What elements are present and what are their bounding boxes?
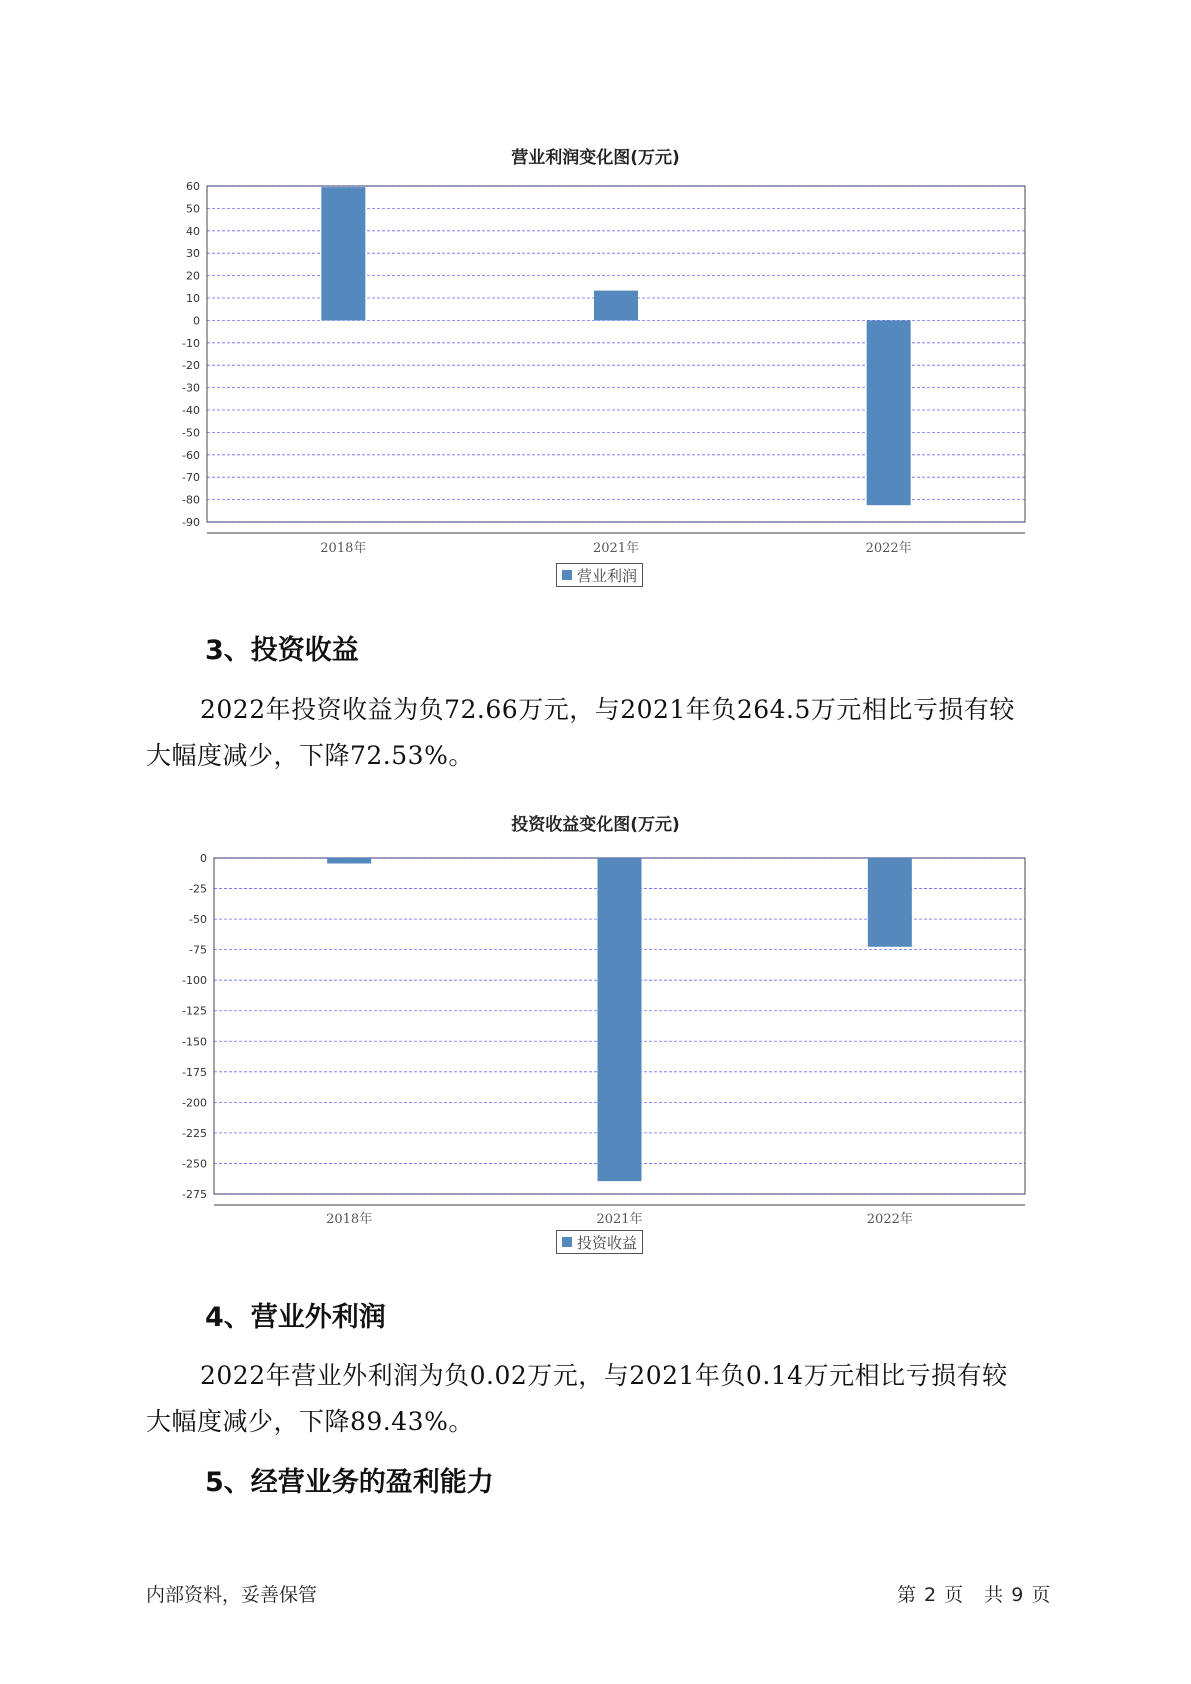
y-tick-label: -225 (182, 1126, 207, 1140)
y-tick-label: -50 (189, 913, 207, 927)
paragraph-line: 2022年营业外利润为负0.02万元，与2021年负0.14万元相比亏损有较 (200, 1361, 1008, 1390)
y-tick-label: -20 (182, 359, 200, 373)
chart2-title: 投资收益变化图(万元) (511, 815, 680, 835)
paragraph-line: 大幅度减少，下降89.43%。 (146, 1407, 474, 1436)
y-tick-label: 0 (193, 314, 200, 328)
y-tick-label: -275 (182, 1188, 207, 1201)
y-tick-label: -250 (182, 1157, 207, 1171)
y-tick-label: -200 (182, 1096, 207, 1110)
x-category-label: 2022年 (866, 1212, 913, 1227)
y-tick-label: 60 (186, 180, 200, 193)
chart2-legend-label: 投资收益 (577, 1233, 638, 1252)
paragraph-line: 大幅度减少，下降72.53%。 (146, 741, 474, 770)
section-paragraph-non-operating (146, 1353, 1046, 1445)
y-tick-label: -40 (182, 404, 200, 417)
x-category-label: 2021年 (592, 541, 640, 556)
bar-2018年 (327, 858, 371, 863)
footer-confidential-note: 内部资料，妥善保管 (146, 1584, 318, 1606)
paragraph-line: 2022年投资收益为负72.66万元，与2021年负264.5万元相比亏损有较 (200, 695, 1015, 724)
chart2-legend (556, 1230, 643, 1254)
x-category-label: 2018年 (320, 541, 367, 556)
y-tick-label: -90 (182, 516, 200, 529)
y-tick-label: -80 (182, 493, 200, 507)
bar-2022年 (868, 858, 912, 947)
chart1-title: 营业利润变化图(万元) (511, 148, 680, 168)
x-category-label: 2021年 (596, 1212, 643, 1227)
bar-2021年 (598, 858, 642, 1181)
y-tick-label: -70 (182, 471, 200, 485)
y-tick-label: -75 (189, 943, 207, 957)
legend-swatch-icon (562, 1237, 572, 1247)
section-heading-non-operating: 4、营业外利润 (205, 1302, 386, 1333)
y-tick-label: -100 (182, 974, 207, 988)
section-heading-investment: 3、投资收益 (205, 635, 359, 666)
y-tick-label: -25 (189, 882, 207, 896)
y-tick-label: -60 (182, 448, 200, 462)
y-tick-label: 20 (186, 269, 200, 283)
y-tick-label: 30 (186, 247, 200, 261)
y-tick-label: -125 (182, 1004, 207, 1018)
y-tick-label: -10 (182, 336, 200, 350)
y-tick-label: -30 (182, 381, 200, 395)
y-tick-label: 0 (200, 852, 207, 865)
y-tick-label: -175 (182, 1065, 207, 1079)
y-tick-label: -150 (182, 1035, 207, 1049)
chart1-legend-label: 营业利润 (577, 566, 638, 585)
x-category-label: 2022年 (865, 541, 912, 556)
y-tick-label: 10 (186, 292, 200, 305)
x-category-label: 2018年 (326, 1212, 373, 1227)
y-tick-label: -50 (182, 426, 200, 440)
y-tick-label: 50 (186, 202, 200, 216)
y-tick-label: 40 (186, 224, 200, 238)
footer-page-number: 第 2 页 共 9 页 (897, 1584, 1052, 1606)
section-heading-profitability: 5、经营业务的盈利能力 (205, 1467, 494, 1498)
